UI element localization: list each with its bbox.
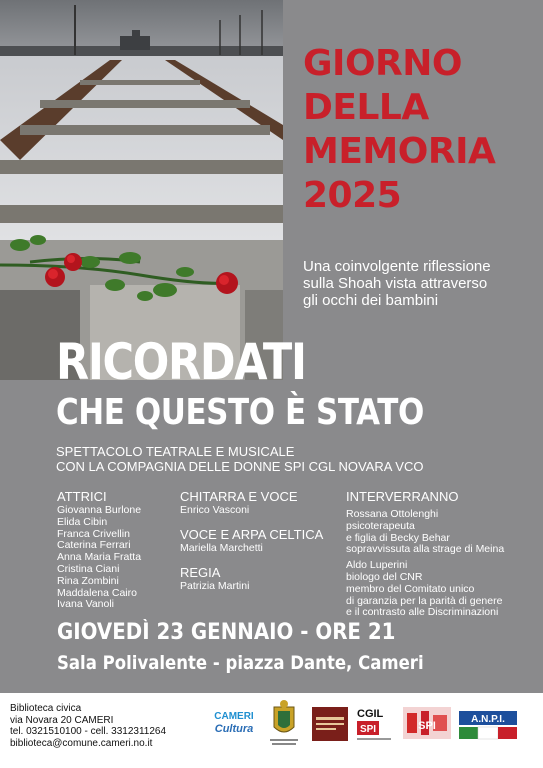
subtitle-line: gli occhi dei bambini	[303, 292, 439, 309]
show-description	[56, 444, 423, 474]
spi-logo	[401, 705, 453, 745]
headline-che-questo-e-stato: CHE QUESTO È STATO	[56, 392, 424, 433]
arpa-heading: VOCE E ARPA CELTICA	[180, 526, 324, 542]
actress-name: Giovanna Burlone	[57, 504, 142, 516]
chitarra-name: Enrico Vasconi	[180, 504, 250, 516]
logo-text: CAMERI	[214, 711, 254, 722]
subtitle-line: sulla Shoah vista attraverso	[303, 275, 488, 292]
contact-line: tel. 0321510100 - cell. 3312311264	[10, 726, 167, 737]
contact-line: Biblioteca civica	[10, 703, 82, 714]
email-link[interactable]: biblioteca@comune.cameri.no.it	[10, 737, 153, 749]
actress-name: Elida Cibin	[57, 515, 108, 528]
speaker-line: e figlia di Becky Behar	[346, 531, 450, 544]
logo-text: SPI	[418, 720, 436, 732]
event-title-line: 2025	[303, 175, 402, 216]
actress-name: Maddalena Cairo	[57, 586, 137, 599]
cameri-cultura-logo	[209, 705, 259, 739]
subtitle-line: Una coinvolgente riflessione	[303, 258, 491, 275]
event-title	[303, 42, 495, 218]
logo-text: A.N.P.I.	[471, 714, 505, 725]
actress-name: Ivana Vanoli	[57, 598, 115, 611]
actress-name: Caterina Ferrari	[57, 539, 131, 552]
speaker-line: Aldo Luperini	[346, 559, 408, 572]
logo-text: SPI	[359, 724, 377, 735]
show-line: SPETTACOLO TEATRALE E MUSICALE	[56, 444, 295, 459]
library-logo	[312, 707, 348, 741]
event-venue: Sala Polivalente - piazza Dante, Cameri	[57, 652, 424, 674]
show-line: CON LA COMPAGNIA DELLE DONNE SPI CGL NOVARA VCO	[56, 459, 424, 474]
music-direction-column	[180, 489, 323, 592]
regia-heading: REGIA	[180, 564, 221, 580]
speaker-line: sopravvissuta alla strage di Meina	[346, 543, 505, 556]
event-title-line: GIORNO	[303, 43, 462, 84]
attrici-heading: ATTRICI	[57, 489, 107, 504]
speaker-line: psicoterapeuta	[346, 519, 415, 532]
actress-name: Cristina Ciani	[57, 562, 120, 575]
contact-info	[10, 703, 166, 749]
interverranno-heading: INTERVERRANNO	[346, 489, 459, 504]
footer	[0, 693, 543, 768]
anpi-logo	[459, 707, 517, 743]
logo-text: CGIL	[357, 708, 384, 720]
speaker-line: di garanzia per la parità di genere	[346, 594, 503, 607]
actress-name: Rina Zombini	[57, 574, 119, 587]
actress-name: Anna Maria Fratta	[57, 551, 142, 564]
speaker-line: Rossana Ottolenghi	[346, 508, 439, 520]
headline-ricordati: RICORDATI	[56, 333, 306, 391]
attrici-column	[57, 489, 141, 611]
speaker-line: membro del Comitato unico	[346, 582, 475, 595]
event-title-line: MEMORIA	[303, 131, 496, 172]
railway-roses-photo	[0, 0, 283, 380]
contact-line: via Novara 20 CAMERI	[10, 714, 114, 726]
interverranno-column	[346, 489, 504, 619]
actress-name: Franca Crivellin	[57, 527, 130, 540]
comune-cameri-crest	[266, 699, 302, 749]
regia-name: Patrizia Martini	[180, 579, 250, 592]
speaker-line: e il contrasto alle Discriminazioni	[346, 606, 499, 619]
event-title-line: DELLA	[303, 87, 429, 128]
logo-text: Cultura	[214, 723, 254, 735]
chitarra-heading: CHITARRA E VOCE	[180, 489, 298, 504]
event-subtitle	[303, 258, 535, 309]
speaker-line: biologo del CNR	[346, 570, 423, 583]
event-date-time: GIOVEDÌ 23 GENNAIO - ORE 21	[57, 620, 396, 645]
arpa-name: Mariella Marchetti	[180, 541, 263, 554]
cgil-spi-logo	[355, 705, 393, 745]
